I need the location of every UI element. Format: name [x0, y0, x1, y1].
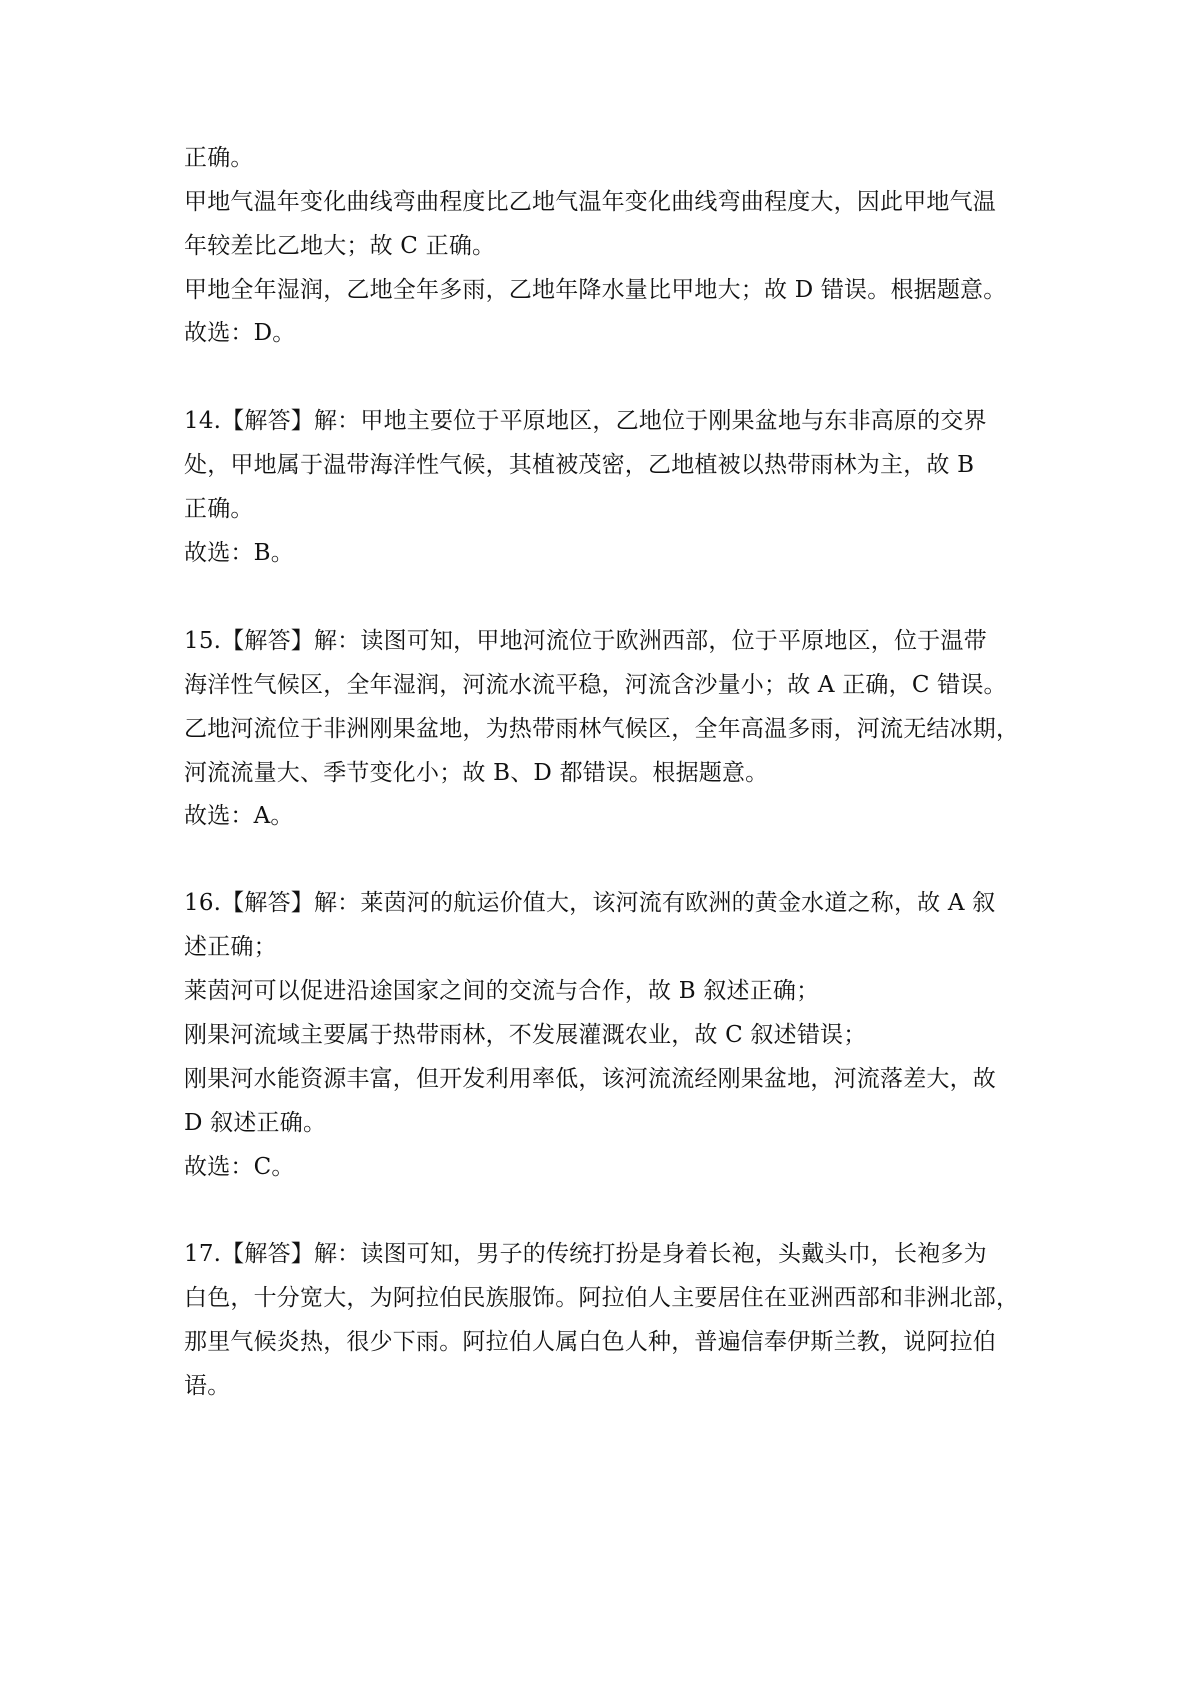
text-line: 15.【解答】解：读图可知，甲地河流位于欧洲西部，位于平原地区，位于温带 [184, 628, 987, 654]
text-line: 刚果河水能资源丰富，但开发利用率低，该河流流经刚果盆地，河流落差大，故 [184, 1066, 996, 1092]
text-line: 白色，十分宽大，为阿拉伯民族服饰。阿拉伯人主要居住在亚洲西部和非洲北部， [184, 1285, 1020, 1311]
text-line: 莱茵河可以促进沿途国家之间的交流与合作，故 B 叙述正确； [184, 978, 820, 1004]
text-line: 河流流量大、季节变化小；故 B、D 都错误。根据题意。 [184, 760, 769, 786]
text-line: 甲地气温年变化曲线弯曲程度比乙地气温年变化曲线弯曲程度大，因此甲地气温 [184, 189, 996, 215]
text-line: 海洋性气候区，全年湿润，河流水流平稳，河流含沙量小；故 A 正确，C 错误。 [184, 672, 1007, 698]
text-line: 年较差比乙地大；故 C 正确。 [184, 233, 496, 259]
text-line: 述正确； [184, 934, 277, 960]
text-line: 乙地河流位于非洲刚果盆地，为热带雨林气候区，全年高温多雨，河流无结冰期， [184, 716, 1020, 742]
text-line: 语。 [184, 1373, 231, 1399]
text-line: 16.【解答】解：莱茵河的航运价值大，该河流有欧洲的黄金水道之称，故 A 叙 [184, 890, 996, 916]
text-line: 处，甲地属于温带海洋性气候，其植被茂密，乙地植被以热带雨林为主，故 B [184, 452, 975, 478]
text-line: 故选：B。 [184, 540, 294, 566]
text-line: 故选：A。 [184, 803, 294, 829]
text-line: 正确。 [184, 496, 254, 522]
text-line: 故选：C。 [184, 1154, 295, 1180]
text-line: 甲地全年湿润，乙地全年多雨，乙地年降水量比甲地大；故 D 错误。根据题意。 [184, 277, 1007, 303]
text-line: 正确。 [184, 145, 254, 171]
text-line: 那里气候炎热，很少下雨。阿拉伯人属白色人种，普遍信奉伊斯兰教，说阿拉伯 [184, 1329, 996, 1355]
text-line: 刚果河流域主要属于热带雨林，不发展灌溉农业，故 C 叙述错误； [184, 1022, 867, 1048]
text-line: 故选：D。 [184, 320, 296, 346]
text-line: 14.【解答】解：甲地主要位于平原地区，乙地位于刚果盆地与东非高原的交界 [184, 408, 987, 434]
text-line: D 叙述正确。 [184, 1110, 327, 1136]
text-line: 17.【解答】解：读图可知，男子的传统打扮是身着长袍，头戴头巾，长袍多为 [184, 1241, 987, 1267]
